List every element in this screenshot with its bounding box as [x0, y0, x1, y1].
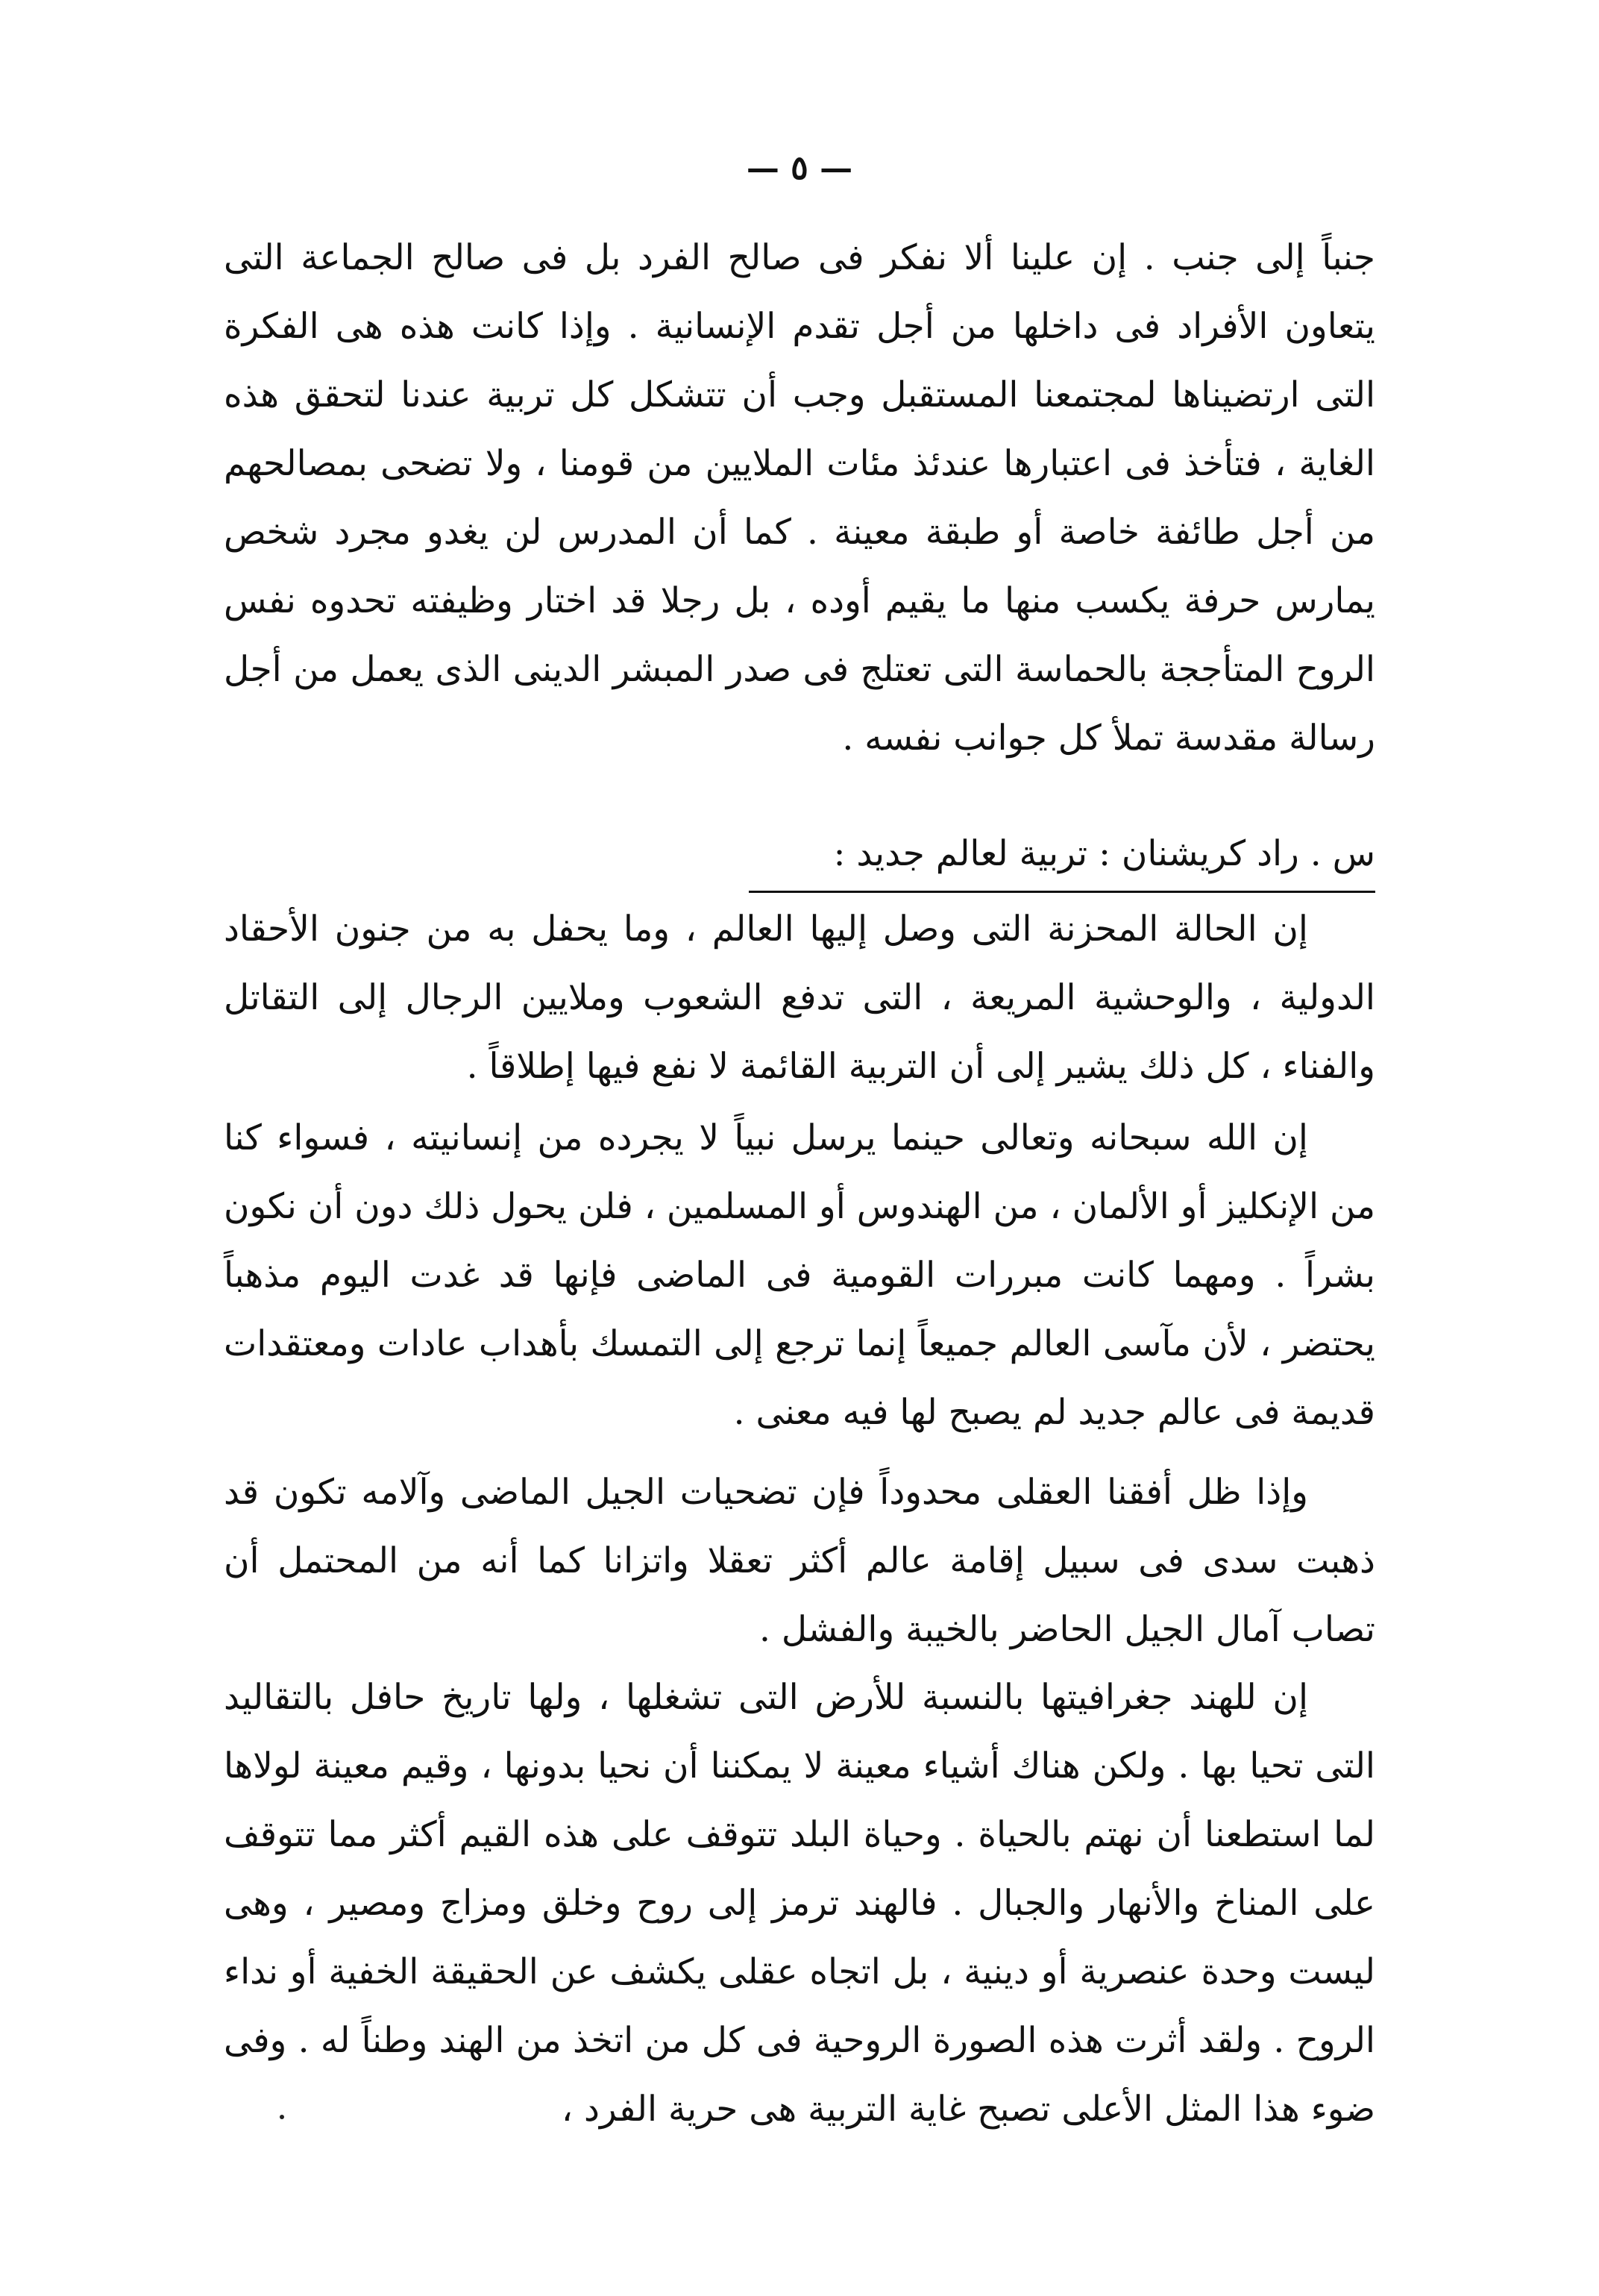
- paragraph: إن للهند جغرافيتها بالنسبة للأرض التى تشغلها ، ولها تاريخ حافل بالتقاليد التى تحيا بها . ولكن هناك أشياء معينة لا يمكننا أن نحيا بدونها ، وقيم معينة لولاها لما استطعنا أن نهتم بالحياة . وحياة البلد تتوقف على هذه القيم أكثر مما تتوقف على المناخ والأنهار والجبال . فالهند ترمز إلى روح وخلق ومزاج ومصير ، وهى ليست وحدة عنصرية أو دينية ، بل اتجاه عقلى يكشف عن الحقيقة الخفية أو نداء الروح . ولقد أثرت هذه الصورة الروحية فى كل من اتخذ من الهند وطناً له . وفى ضوء هذا المثل الأعلى تصبح غاية التربية هى حرية الفرد ،: [224, 1677, 1375, 2130]
- paragraph: إن الله سبحانه وتعالى حينما يرسل نبياً لا يجرده من إنسانيته ، فسواء كنا من الإنكليز أو الألمان ، من الهندوس أو المسلمين ، فلن يحول ذلك دون أن نكون بشراً . ومهما كانت مبررات القومية فى الماضى فإنها قد غدت اليوم مذهباً يحتضر ، لأن مآسى العالم جميعاً إنما ترجع إلى التمسك بأهداب عادات ومعتقدات قديمة فى عالم جديد لم يصبح لها فيه معنى .: [224, 1117, 1375, 1433]
- text-block: [224, 1104, 1375, 1447]
- page-number: — ٥ —: [746, 149, 853, 187]
- text-block: [224, 895, 1375, 1101]
- paragraph: إن الحالة المحزنة التى وصل إليها العالم ، وما يحفل به من جنون الأحقاد الدولية ، والوحشية المريعة ، التى تدفع الشعوب وملايين الرجال إلى التقاتل والفناء ، كل ذلك يشير إلى أن التربية القائمة لا نفع فيها إطلاقاً .: [224, 909, 1375, 1087]
- text-block: [224, 1458, 1375, 1664]
- text-block: [224, 1663, 1375, 2144]
- paragraph: جنباً إلى جنب . إن علينا ألا نفكر فى صالح الفرد بل فى صالح الجماعة التى يتعاون الأفراد فى داخلها من أجل تقدم الإنسانية . وإذا كانت هذه هى الفكرة التى ارتضيناها لمجتمعنا المستقبل وجب أن تتشكل كل تربية عندنا لتحقق هذه الغاية ، فتأخذ فى اعتبارها عندئذ مئات الملايين من قومنا ، ولا تضحى بمصالحهم من أجل طائفة خاصة أو طبقة معينة . كما أن المدرس لن يغدو مجرد شخص يمارس حرفة يكسب منها ما يقيم أوده ، بل رجلا قد اختار وظيفته تحدوه نفس الروح المتأججة بالحماسة التى تعتلج فى صدر المبشر الدينى الذى يعمل من أجل رسالة مقدسة تملأ كل جوانب نفسه .: [224, 237, 1375, 759]
- stray-mark: [280, 2115, 284, 2119]
- section-heading: س . راد كريشنان : تربية لعالم جديد :: [749, 828, 1375, 893]
- paragraph: وإذا ظل أفقنا العقلى محدوداً فإن تضحيات الجيل الماضى وآلامه تكون قد ذهبت سدى فى سبيل إقامة عالم أكثر تعقلا واتزانا كما أنه من المحتمل أن تصاب آمال الجيل الحاضر بالخيبة والفشل .: [224, 1472, 1375, 1650]
- text-block-continuation: [224, 224, 1375, 773]
